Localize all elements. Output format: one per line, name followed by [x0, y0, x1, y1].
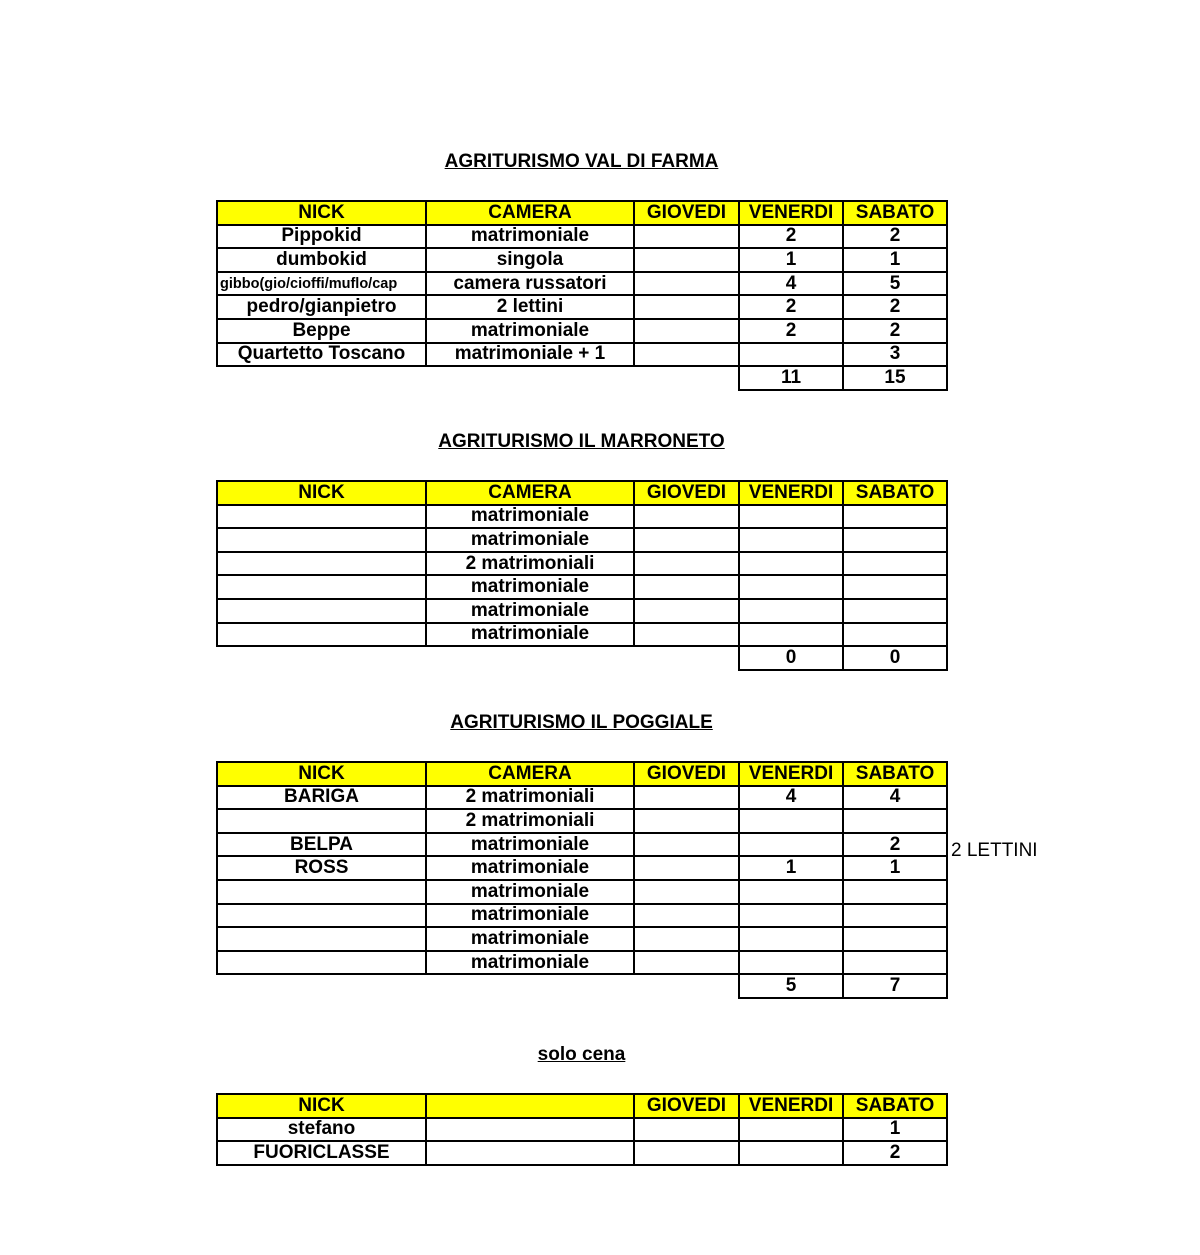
cell-sabato — [843, 623, 947, 647]
header-cell-giovedi: GIOVEDI — [634, 762, 739, 786]
cell-sabato: 2 — [843, 1141, 947, 1165]
cell-venerdi — [739, 505, 843, 529]
cell-venerdi — [739, 575, 843, 599]
table-row — [217, 248, 947, 272]
cell-giovedi — [634, 248, 739, 272]
header-row — [217, 481, 947, 505]
cell-camera: matrimoniale — [426, 225, 634, 249]
header-row — [217, 762, 947, 786]
cell-nick — [217, 575, 426, 599]
cell-sabato: 2 — [843, 319, 947, 343]
cell-nick — [217, 623, 426, 647]
cell-venerdi — [739, 1141, 843, 1165]
empty-cell — [217, 974, 426, 998]
cell-camera: 2 matrimoniali — [426, 552, 634, 576]
cell-giovedi — [634, 786, 739, 810]
cell-venerdi — [739, 833, 843, 857]
cell-venerdi — [739, 623, 843, 647]
cell-camera: 2 matrimoniali — [426, 786, 634, 810]
cell-nick: gibbo(gio/cioffi/muflo/cap — [217, 272, 426, 296]
header-cell-camera — [426, 1094, 634, 1118]
header-cell-venerdi: VENERDI — [739, 481, 843, 505]
cell-sabato — [843, 809, 947, 833]
cell-venerdi — [739, 880, 843, 904]
cell-venerdi: 4 — [739, 272, 843, 296]
cell-nick: FUORICLASSE — [217, 1141, 426, 1165]
cell-giovedi — [634, 575, 739, 599]
total-sabato: 7 — [843, 974, 947, 998]
cell-camera: matrimoniale — [426, 880, 634, 904]
empty-cell — [426, 366, 634, 390]
cell-nick — [217, 951, 426, 975]
cell-venerdi — [739, 528, 843, 552]
cell-giovedi — [634, 552, 739, 576]
cell-venerdi — [739, 951, 843, 975]
cell-giovedi — [634, 343, 739, 367]
cell-camera — [426, 1118, 634, 1142]
cell-giovedi — [634, 1118, 739, 1142]
empty-cell — [634, 646, 739, 670]
cell-venerdi: 2 — [739, 295, 843, 319]
cell-nick — [217, 904, 426, 928]
section-title-solo-cena: solo cena — [537, 1044, 626, 1065]
cell-sabato — [843, 528, 947, 552]
empty-cell — [217, 646, 426, 670]
cell-camera: matrimoniale — [426, 599, 634, 623]
cell-camera: matrimoniale — [426, 575, 634, 599]
cell-nick: ROSS — [217, 856, 426, 880]
cell-sabato: 2 — [843, 225, 947, 249]
cell-nick: BELPA — [217, 833, 426, 857]
empty-cell — [634, 974, 739, 998]
cell-camera: 2 matrimoniali — [426, 809, 634, 833]
cell-giovedi — [634, 927, 739, 951]
cell-giovedi — [634, 225, 739, 249]
cell-nick: stefano — [217, 1118, 426, 1142]
table-row — [217, 1118, 947, 1142]
cell-giovedi — [634, 505, 739, 529]
cell-sabato: 2 — [843, 833, 947, 857]
cell-nick — [217, 927, 426, 951]
table-row — [217, 225, 947, 249]
header-cell-nick: NICK — [217, 762, 426, 786]
cell-sabato: 2 — [843, 295, 947, 319]
table-val-di-farma — [216, 200, 948, 391]
cell-nick: Beppe — [217, 319, 426, 343]
total-venerdi: 5 — [739, 974, 843, 998]
cell-giovedi — [634, 856, 739, 880]
cell-camera: matrimoniale + 1 — [426, 343, 634, 367]
header-cell-camera: CAMERA — [426, 481, 634, 505]
empty-cell — [426, 646, 634, 670]
cell-venerdi — [739, 343, 843, 367]
header-row — [217, 201, 947, 225]
cell-nick — [217, 599, 426, 623]
empty-cell — [217, 366, 426, 390]
table-row — [217, 951, 947, 975]
header-cell-nick: NICK — [217, 1094, 426, 1118]
total-sabato: 15 — [843, 366, 947, 390]
cell-camera: matrimoniale — [426, 927, 634, 951]
cell-camera: matrimoniale — [426, 951, 634, 975]
cell-sabato — [843, 575, 947, 599]
cell-nick — [217, 880, 426, 904]
table-row — [217, 272, 947, 296]
cell-venerdi — [739, 927, 843, 951]
cell-venerdi: 2 — [739, 225, 843, 249]
empty-cell — [634, 366, 739, 390]
section-title-val-di-farma: AGRITURISMO VAL DI FARMA — [444, 151, 719, 172]
cell-sabato — [843, 951, 947, 975]
table-row — [217, 505, 947, 529]
cell-giovedi — [634, 599, 739, 623]
table-il-poggiale — [216, 761, 948, 999]
empty-cell — [426, 974, 634, 998]
cell-camera: camera russatori — [426, 272, 634, 296]
header-cell-venerdi: VENERDI — [739, 1094, 843, 1118]
cell-venerdi — [739, 1118, 843, 1142]
table-row — [217, 786, 947, 810]
cell-sabato: 4 — [843, 786, 947, 810]
cell-camera: singola — [426, 248, 634, 272]
cell-giovedi — [634, 319, 739, 343]
header-cell-camera: CAMERA — [426, 762, 634, 786]
table-row — [217, 528, 947, 552]
table-row — [217, 343, 947, 367]
cell-giovedi — [634, 809, 739, 833]
cell-venerdi — [739, 809, 843, 833]
cell-sabato — [843, 505, 947, 529]
cell-camera: matrimoniale — [426, 528, 634, 552]
cell-venerdi: 1 — [739, 856, 843, 880]
cell-venerdi: 2 — [739, 319, 843, 343]
cell-nick: Quartetto Toscano — [217, 343, 426, 367]
table-row — [217, 833, 947, 857]
header-row — [217, 1094, 947, 1118]
cell-giovedi — [634, 1141, 739, 1165]
cell-nick: dumbokid — [217, 248, 426, 272]
totals-row — [217, 366, 947, 390]
cell-nick — [217, 505, 426, 529]
header-cell-giovedi: GIOVEDI — [634, 1094, 739, 1118]
table-row — [217, 927, 947, 951]
cell-camera: matrimoniale — [426, 904, 634, 928]
table-row — [217, 856, 947, 880]
cell-giovedi — [634, 272, 739, 296]
totals-row — [217, 646, 947, 670]
header-cell-venerdi: VENERDI — [739, 762, 843, 786]
cell-nick — [217, 809, 426, 833]
cell-camera: matrimoniale — [426, 319, 634, 343]
header-cell-sabato: SABATO — [843, 201, 947, 225]
cell-camera: 2 lettini — [426, 295, 634, 319]
table-row — [217, 319, 947, 343]
table-row — [217, 599, 947, 623]
cell-sabato — [843, 927, 947, 951]
header-cell-venerdi: VENERDI — [739, 201, 843, 225]
cell-nick: pedro/gianpietro — [217, 295, 426, 319]
cell-giovedi — [634, 880, 739, 904]
section-title-il-poggiale: AGRITURISMO IL POGGIALE — [450, 712, 713, 733]
header-cell-giovedi: GIOVEDI — [634, 481, 739, 505]
cell-giovedi — [634, 528, 739, 552]
header-cell-sabato: SABATO — [843, 762, 947, 786]
header-cell-sabato: SABATO — [843, 1094, 947, 1118]
table-row — [217, 880, 947, 904]
table-row — [217, 1141, 947, 1165]
cell-venerdi — [739, 552, 843, 576]
cell-camera: matrimoniale — [426, 623, 634, 647]
table-row — [217, 295, 947, 319]
totals-row — [217, 974, 947, 998]
cell-venerdi — [739, 599, 843, 623]
table-solo-cena — [216, 1093, 948, 1166]
cell-giovedi — [634, 295, 739, 319]
header-cell-sabato: SABATO — [843, 481, 947, 505]
header-cell-camera: CAMERA — [426, 201, 634, 225]
cell-giovedi — [634, 904, 739, 928]
table-row — [217, 809, 947, 833]
cell-sabato: 1 — [843, 248, 947, 272]
header-cell-giovedi: GIOVEDI — [634, 201, 739, 225]
cell-camera: matrimoniale — [426, 856, 634, 880]
cell-sabato — [843, 904, 947, 928]
cell-giovedi — [634, 623, 739, 647]
total-venerdi: 0 — [739, 646, 843, 670]
cell-sabato: 3 — [843, 343, 947, 367]
cell-nick — [217, 552, 426, 576]
total-sabato: 0 — [843, 646, 947, 670]
cell-camera: matrimoniale — [426, 833, 634, 857]
cell-nick: BARIGA — [217, 786, 426, 810]
side-note-2-lettini: 2 LETTINI — [951, 840, 1038, 861]
cell-giovedi — [634, 951, 739, 975]
table-il-marroneto — [216, 480, 948, 671]
cell-venerdi — [739, 904, 843, 928]
header-cell-nick: NICK — [217, 201, 426, 225]
cell-sabato: 1 — [843, 856, 947, 880]
total-venerdi: 11 — [739, 366, 843, 390]
cell-venerdi: 4 — [739, 786, 843, 810]
table-row — [217, 575, 947, 599]
cell-sabato — [843, 599, 947, 623]
table-row — [217, 904, 947, 928]
cell-venerdi: 1 — [739, 248, 843, 272]
cell-sabato — [843, 552, 947, 576]
header-cell-nick: NICK — [217, 481, 426, 505]
cell-camera: matrimoniale — [426, 505, 634, 529]
cell-sabato: 1 — [843, 1118, 947, 1142]
cell-nick: Pippokid — [217, 225, 426, 249]
cell-nick — [217, 528, 426, 552]
section-title-il-marroneto: AGRITURISMO IL MARRONETO — [438, 431, 725, 452]
table-row — [217, 552, 947, 576]
cell-camera — [426, 1141, 634, 1165]
cell-sabato — [843, 880, 947, 904]
cell-sabato: 5 — [843, 272, 947, 296]
table-row — [217, 623, 947, 647]
cell-giovedi — [634, 833, 739, 857]
